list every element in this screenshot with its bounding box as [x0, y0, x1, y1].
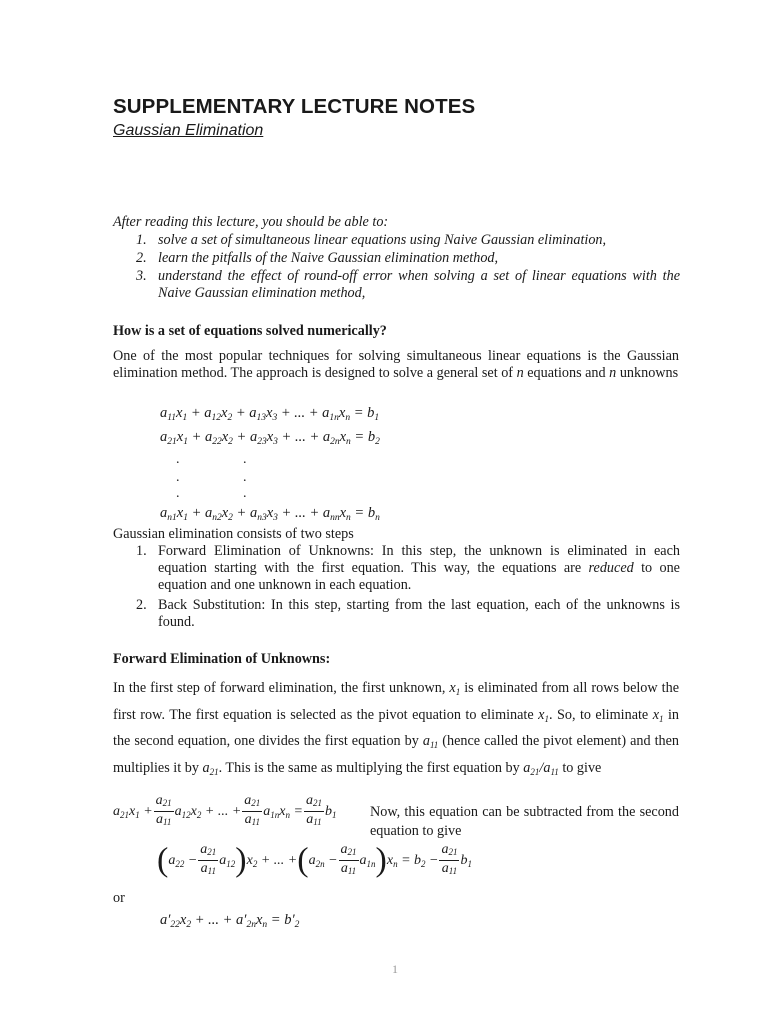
objective-item: [113, 250, 680, 267]
objective-number: 1.: [136, 232, 147, 248]
objective-text: solve a set of simultaneous linear equations using Naive Gaussian elimination,: [158, 232, 607, 248]
ellipsis-dot: .: [243, 486, 247, 501]
forward-elimination-paragraph: In the first step of forward elimination, the first unknown, $x_1$ is eliminated from all rows below the first row. The first equation is selected as the pivot equation to eliminate $x_1$. So, to eliminate $x_1$ in the second equation, one divides the first equation by $a_{11}$ (hence called the pivot element) and then multiplies it by $a_{21}$. This is the same as multiplying the first equation by $a_{21}/a_{11}$ to give: [113, 680, 679, 777]
step-text: Forward Elimination of Unknowns: In this step, the unknown is eliminated in each equation starting with the first equation. This way, the equations are reduced to one equation and one unknown in each equation.: [158, 543, 680, 593]
section-heading: How is a set of equations solved numerically?: [113, 323, 387, 339]
step-number: 2.: [136, 597, 147, 613]
ellipsis-dot: .: [243, 452, 247, 467]
intro-paragraph: One of the most popular techniques for solving simultaneous linear equations is the Gaussian elimination method. The approach is designed to solve a general set of n equations and n unknowns: [113, 348, 679, 381]
page-number: 1: [392, 962, 398, 976]
objective-text: learn the pitfalls of the Naive Gaussian elimination method,: [158, 250, 499, 266]
equation-row-1: $a_{11}x_1 + a_{12}x_2 + a_{13}x_3$ + ... + $a_{1n}x_n = b_1$: [160, 405, 380, 423]
step-item: [113, 597, 680, 631]
reduced-equation: ($a_{22}$ − $\frac{a_{21}}{a_{11}}$ $a_{12})x_2$ + ... $+(a_{2n}$ − $\frac{a_{21}}{a_{11}}$ $a_{1n})x_n = b_2$ − $\frac{a_{21}}{a_{11}}$ $b_1$: [157, 841, 472, 879]
equation-row-2: $a_{21}x_1 + a_{22}x_2 + a_{23}x_3$ + ... + $a_{2n}x_n = b_2$: [160, 429, 380, 447]
document-title: SUPPLEMENTARY LECTURE NOTES: [113, 95, 476, 118]
ellipsis-dot: .: [176, 486, 180, 501]
objective-text: understand the effect of round-off error when solving a set of linear equations with the Naive Gaussian elimination method,: [158, 268, 680, 301]
step-item: [113, 543, 680, 594]
step-number: 1.: [136, 543, 147, 559]
document-subtitle: Gaussian Elimination: [113, 122, 264, 139]
subtract-note: Now, this equation can be subtracted from the second equation to give: [370, 804, 679, 839]
section-heading: Forward Elimination of Unknowns:: [113, 651, 331, 667]
primed-equation: $a'_{22}x_2$ + ... + $a'_{2n}x_n = b'_2$: [160, 912, 300, 930]
steps-intro: Gaussian elimination consists of two steps: [113, 526, 354, 542]
objective-item: [113, 268, 680, 302]
objective-number: 2.: [136, 250, 147, 266]
or-label: or: [113, 890, 125, 906]
ellipsis-dot: .: [176, 452, 180, 467]
equation-row-n: $a_{n1}x_1 + a_{n2}x_2 + a_{n3}x_3$ + ... + $a_{nn}x_n = b_n$: [160, 505, 380, 523]
ellipsis-dot: .: [176, 470, 180, 485]
scaled-equation: $a_{21}x_1$ + $\frac{a_{21}}{a_{11}}$ $a_{12}x_2$ + ... + $\frac{a_{21}}{a_{11}}$ $a_{1n}x_n$ = $\frac{a_{21}}{a_{11}}$ $b_1$: [113, 793, 337, 827]
objectives-intro: After reading this lecture, you should be able to:: [113, 214, 389, 230]
step-text: Back Substitution: In this step, starting from the last equation, each of the unknowns is found.: [158, 597, 680, 630]
objective-item: [113, 232, 680, 249]
objective-number: 3.: [136, 268, 147, 284]
ellipsis-dot: .: [243, 470, 247, 485]
